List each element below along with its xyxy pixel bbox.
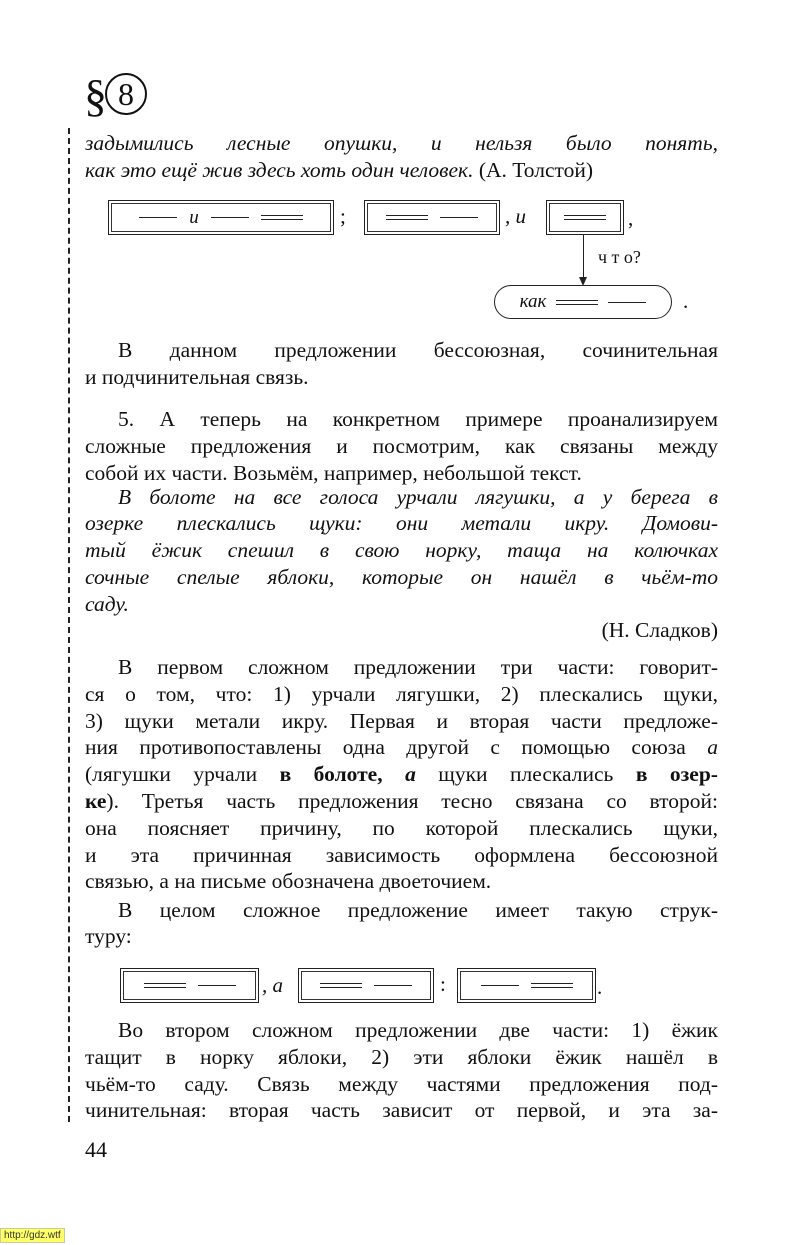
text-segment: ся о том, что: 1) урчали лягушки, 2) плескались щуки, xyxy=(85,682,718,706)
text-segment: в болоте, xyxy=(279,762,406,786)
section-symbol: § xyxy=(84,70,107,121)
text-line xyxy=(85,433,718,460)
text-line xyxy=(85,761,718,788)
text-line xyxy=(85,591,718,618)
text-segment: ния противопоставлены одна другой с помощью союза xyxy=(85,735,708,759)
margin-bar xyxy=(68,128,70,1122)
text-segment: собой их части. Возьмём, например, небольшой текст. xyxy=(85,461,582,485)
text-segment: 5. А теперь на конкретном примере проанализируем xyxy=(118,407,718,431)
clause-box xyxy=(120,968,259,1003)
separator: . xyxy=(597,975,603,999)
text-segment: в озер- xyxy=(635,762,718,786)
text-line xyxy=(85,1097,718,1124)
text-segment: чинительная: вторая часть зависит от первой, и эта за- xyxy=(85,1098,718,1122)
text-line xyxy=(85,537,718,564)
text-segment: она поясняет причину, по которой плескались щуки, xyxy=(85,816,718,840)
clause-box xyxy=(546,200,624,235)
text-segment: В болоте на все голоса урчали лягушки, а у берега в xyxy=(118,485,718,509)
text-segment: чьём-то саду. Связь между частями предложения под- xyxy=(85,1072,718,1096)
clause-box xyxy=(364,200,500,235)
text-line xyxy=(85,708,718,735)
separator: , а xyxy=(262,973,283,997)
text-segment: Во втором сложном предложении две части: 1) ёжик xyxy=(118,1018,718,1042)
text-segment: тый ёжик спешил в свою норку, таща на колючках xyxy=(85,538,718,562)
text-segment: сочные спелые яблоки, которые он нашёл в чьём-то xyxy=(85,565,718,589)
text-line xyxy=(85,654,718,681)
quote-text: как это ещё жив здесь хоть один человек. xyxy=(85,158,474,182)
separator: ; xyxy=(340,204,346,228)
text-line xyxy=(85,681,718,708)
text-line xyxy=(85,364,718,391)
text-segment: а xyxy=(707,735,718,759)
text-segment: сложные предложения и посмотрим, как связаны между xyxy=(85,434,718,458)
text-segment: В целом сложное предложение имеет такую струк- xyxy=(118,898,718,922)
separator: : xyxy=(440,972,446,996)
text-line xyxy=(85,1071,718,1098)
text-segment: ). Третья часть предложения тесно связана со второй: xyxy=(106,789,718,813)
page-number: 44 xyxy=(85,1137,107,1162)
text-line xyxy=(85,617,718,644)
clause-box xyxy=(108,200,334,235)
text-line xyxy=(85,788,718,815)
text-segment: а xyxy=(405,762,416,786)
text-segment: саду. xyxy=(85,592,129,616)
text-line xyxy=(85,923,718,950)
text-line xyxy=(85,868,718,895)
text-segment: (Н. Сладков) xyxy=(601,618,718,642)
watermark-link[interactable]: http://gdz.wtf xyxy=(0,1228,65,1243)
text-line xyxy=(85,484,718,511)
separator: , xyxy=(628,206,634,230)
text-line xyxy=(85,337,718,364)
quote-author: (А. Толстой) xyxy=(478,158,594,182)
text-line xyxy=(85,897,718,924)
section-number: 8 xyxy=(105,73,147,115)
text-segment: туру: xyxy=(85,924,132,948)
text-segment: 3) щуки метали икру. Первая и вторая части предложе- xyxy=(85,709,718,733)
question-label: ч т о? xyxy=(598,247,641,267)
subordinate-clause-pill xyxy=(494,285,672,319)
text-line xyxy=(85,1044,718,1071)
text-segment: щуки плескались xyxy=(415,762,636,786)
section-header xyxy=(84,70,147,122)
text-line xyxy=(85,564,718,591)
text-segment: ке xyxy=(85,789,107,813)
text-segment: озерке плескались щуки: они метали икру. Домови- xyxy=(85,511,718,535)
text-line xyxy=(85,510,718,537)
conjunction: как xyxy=(519,291,547,312)
text-segment: связью, а на письме обозначена двоеточием. xyxy=(85,869,492,893)
text-segment: тащит в норку яблоки, 2) эти яблоки ёжик нашёл в xyxy=(85,1045,718,1069)
conjunction: и xyxy=(189,206,199,228)
text-line xyxy=(85,1017,718,1044)
text-segment: и подчинительная связь. xyxy=(85,365,309,389)
text-segment: В данном предложении бессоюзная, сочинительная xyxy=(118,338,718,362)
quote-line: задымились лесные опушки, и нельзя было понять, xyxy=(85,131,718,155)
clause-box xyxy=(298,968,434,1003)
text-line xyxy=(85,815,718,842)
text-line xyxy=(85,406,718,433)
text-segment: В первом сложном предложении три части: говорит- xyxy=(118,655,718,679)
separator: . xyxy=(683,289,689,313)
clause-box xyxy=(457,968,596,1003)
arrow-down-icon xyxy=(583,234,584,278)
text-line xyxy=(85,460,718,487)
text-line xyxy=(85,842,718,869)
text-line xyxy=(85,734,718,761)
text-segment: (лягушки урчали xyxy=(85,762,280,786)
separator: , и xyxy=(505,204,526,228)
quote-line xyxy=(85,157,718,184)
text-segment: и эта причинная зависимость оформлена бессоюзной xyxy=(85,843,718,867)
